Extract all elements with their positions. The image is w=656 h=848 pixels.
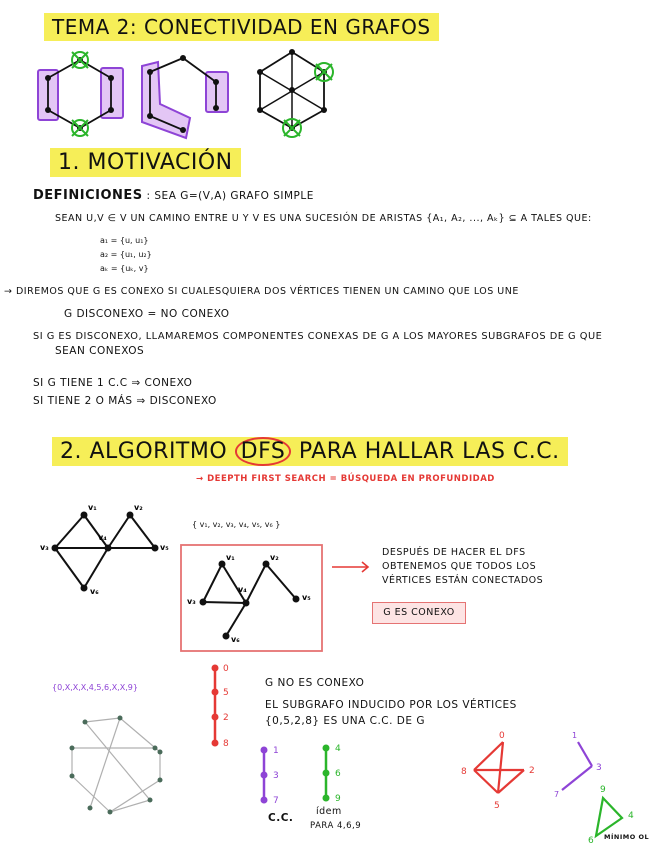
svg-text:v₆: v₆ — [231, 635, 240, 644]
disconexo-definition: G DISCONEXO = NO CONEXO — [64, 308, 230, 320]
strike-set: {0,X,X,X,4,5,6,X,X,9} — [52, 683, 138, 692]
cc-one-line: SI G TIENE 1 C.C ⇒ CONEXO — [33, 377, 193, 389]
after-dfs-line-1: DESPUÉS DE HACER EL DFS — [382, 547, 526, 558]
sean-line: SEAN U,V ∈ V UN CAMINO ENTRE U Y V ES UNA SUCESIÓN DE ARISTAS {A₁, A₂, ..., Aₖ} ⊆ A TALES QUE: — [55, 213, 592, 224]
svg-text:9: 9 — [335, 794, 341, 804]
svg-text:3: 3 — [273, 771, 279, 781]
v1-label: v₁ — [88, 503, 97, 512]
svg-text:9: 9 — [600, 785, 606, 795]
minimo-label: MÍNIMO OL — [604, 833, 650, 841]
svg-text:6: 6 — [335, 769, 341, 779]
svg-text:v₁: v₁ — [226, 553, 235, 562]
componentes-line-2: SEAN CONEXOS — [55, 345, 145, 357]
section2-heading-post: PARA HALLAR LAS C.C. — [298, 439, 560, 464]
svg-text:v₃: v₃ — [187, 597, 196, 606]
svg-text:4: 4 — [335, 744, 341, 754]
after-dfs-line-2: OBTENEMOS QUE TODOS LOS — [382, 561, 537, 572]
svg-text:8: 8 — [461, 767, 467, 777]
v2-label: v₂ — [134, 503, 143, 512]
g-no-conexo: G NO ES CONEXO — [265, 677, 365, 689]
svg-text:2: 2 — [529, 766, 535, 776]
svg-text:1: 1 — [572, 731, 578, 740]
svg-text:v₂: v₂ — [270, 553, 279, 562]
componentes-line-1: SI G ES DISCONEXO, LLAMAREMOS COMPONENTES CONEXAS DE G A LOS MAYORES SUBGRAFOS DE G QUE — [33, 331, 603, 342]
svg-text:v₄: v₄ — [238, 585, 247, 594]
svg-text:5: 5 — [494, 801, 500, 811]
svg-text:7: 7 — [273, 796, 279, 806]
idem-label: ídem — [316, 806, 342, 817]
svg-text:1: 1 — [273, 746, 279, 756]
subgrafo-line-2: {0,5,2,8} ES UNA C.C. DE G — [265, 715, 425, 727]
svg-text:7: 7 — [554, 790, 560, 799]
definitions-label: DEFINICIONES — [33, 188, 143, 203]
equation-2: a₂ = {u₁, u₂} — [100, 250, 152, 259]
after-dfs-line-3: VÉRTICES ESTÁN CONECTADOS — [382, 575, 544, 586]
section1-heading: 1. MOTIVACIÓN — [50, 150, 241, 175]
definition-text: : SEA G=(V,A) GRAFO SIMPLE — [146, 190, 314, 202]
cc-many-line: SI TIENE 2 O MÁS ⇒ DISCONEXO — [33, 395, 217, 407]
v6-label: v₆ — [90, 587, 99, 596]
v3-label: v₃ — [40, 543, 49, 552]
cc-label: C.C. — [268, 812, 294, 824]
red-chain-2: 2 — [223, 713, 229, 723]
svg-text:6: 6 — [588, 836, 594, 846]
red-chain-8: 8 — [223, 739, 229, 749]
conexo-definition: → DIREMOS QUE G ES CONEXO SI CUALESQUIERA DOS VÉRTICES TIENEN UN CAMINO QUE LOS UNE — [4, 286, 519, 297]
section2-heading-pre: 2. ALGORITMO — [60, 439, 228, 464]
svg-text:0: 0 — [499, 731, 505, 741]
dfs-note: → DEEPTH FIRST SEARCH = BÚSQUEDA EN PROFUNDIDAD — [196, 474, 495, 484]
dfs-circled: DFS — [235, 437, 292, 466]
red-chain-5: 5 — [223, 688, 229, 698]
svg-text:4: 4 — [628, 811, 634, 821]
page-title: TEMA 2: CONECTIVIDAD EN GRAFOS — [44, 15, 439, 39]
g-conexo-box: G ES CONEXO — [372, 602, 466, 624]
equation-1: a₁ = {u, u₁} — [100, 236, 149, 245]
vertex-set: { v₁, v₂, v₃, v₄, v₅, v₆ } — [192, 520, 281, 529]
svg-text:v₅: v₅ — [302, 593, 311, 602]
idem-para-label: PARA 4,6,9 — [310, 821, 362, 831]
v4-label: v₄ — [98, 533, 107, 542]
equation-3: aₖ = {uₖ, v} — [100, 264, 149, 273]
subgrafo-line-1: EL SUBGRAFO INDUCIDO POR LOS VÉRTICES — [265, 699, 517, 711]
v5-label: v₅ — [160, 543, 169, 552]
svg-text:3: 3 — [596, 763, 602, 773]
red-chain-0: 0 — [223, 664, 229, 674]
